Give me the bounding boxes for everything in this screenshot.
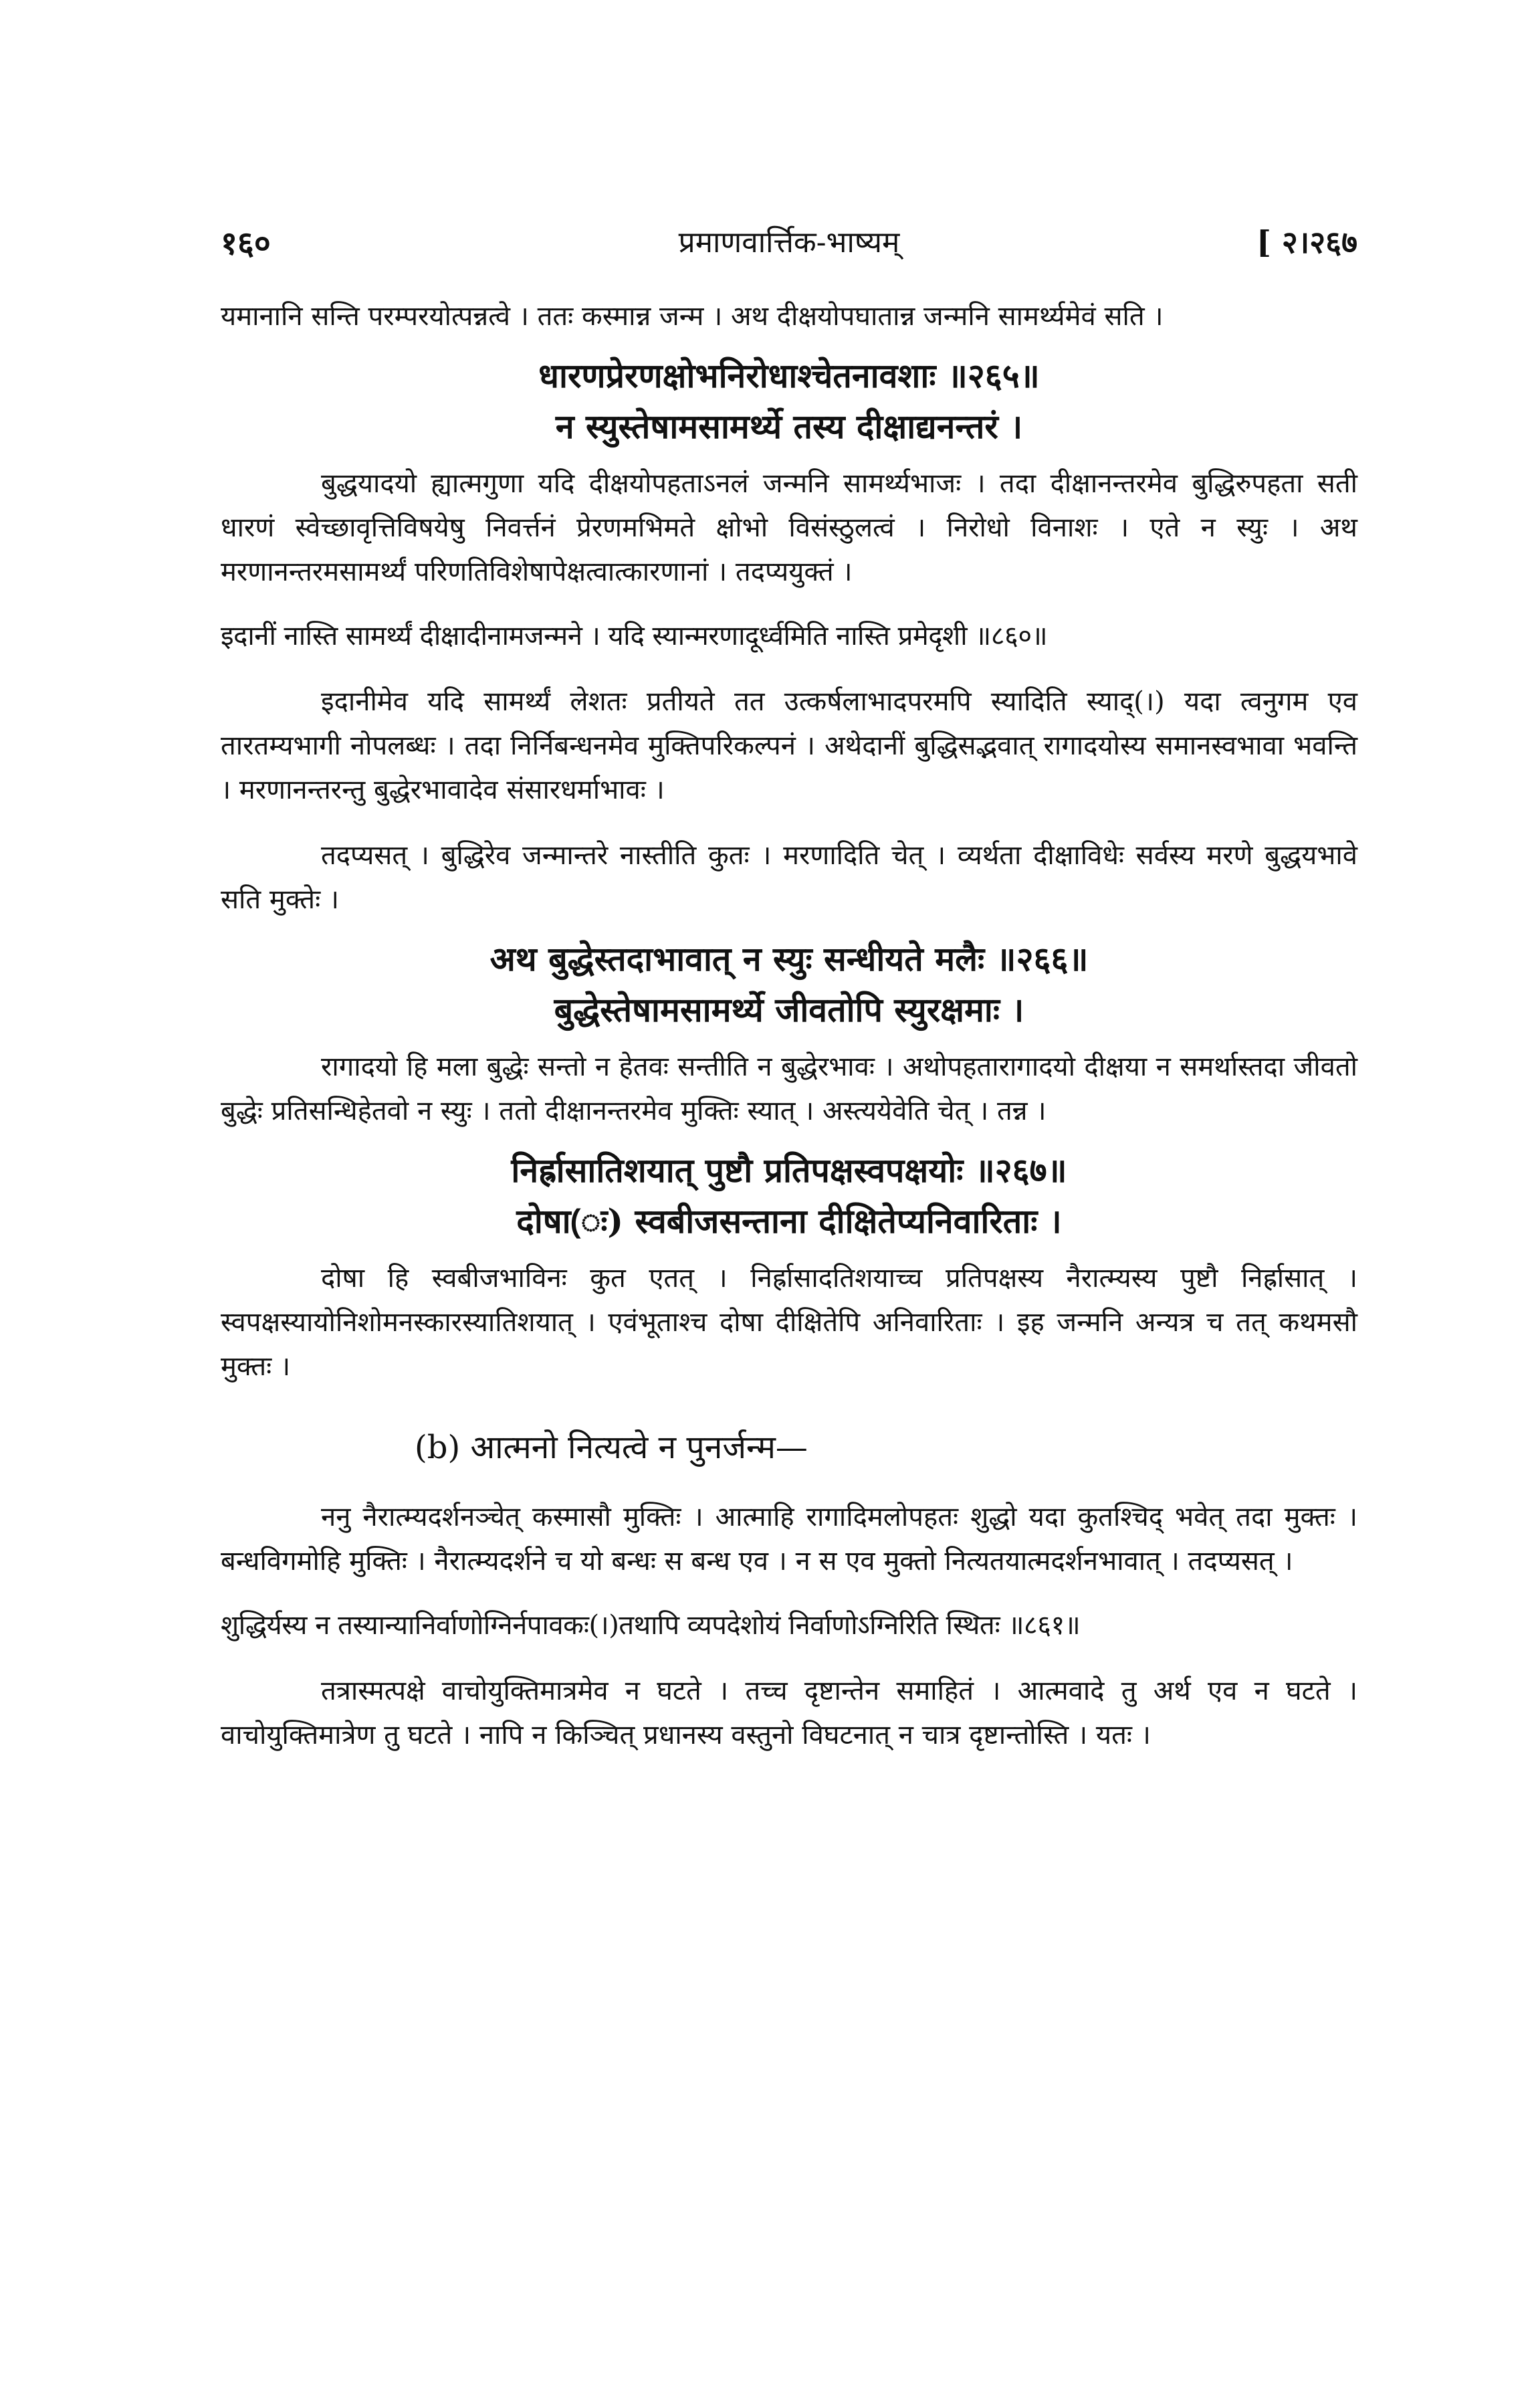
verse-line: दोषा(ः) स्वबीजसन्ताना दीक्षितेप्यनिवारिताः ।: [516, 1201, 1062, 1241]
paragraph: दोषा हि स्वबीजभाविनः कुत एतत् । निर्ह्रासादतिशयाच्च प्रतिपक्षस्य नैरात्म्यस्य पुष्टौ निर्ह्रासात् । स्वपक्षस्यायोनिशोमनस्कारस्यातिशयात् । एवंभूताश्च दोषा दीक्षितेपि अनिवारिताः । इह जन्मनि अन्यत्र च तत् कथमसौ मुक्तः ।: [221, 1263, 1357, 1382]
verse-line: बुद्धेस्तेषामसामर्थ्ये जीवतोपि स्युरक्षमाः ।: [554, 990, 1024, 1029]
paragraph: तत्रास्मत्पक्षे वाचोयुक्तिमात्रमेव न घटते । तच्च दृष्टान्तेन समाहितं । आत्मवादे तु अर्थ एव न घटते । वाचोयुक्तिमात्रेण तु घटते । नापि न किञ्चित् प्रधानस्य वस्तुनो विघटनात् न चात्र दृष्टान्तोस्ति । यतः ।: [221, 1676, 1357, 1750]
paragraph: यमानानि सन्ति परम्परयोत्पन्नत्वे । ततः कस्मान्न जन्म । अथ दीक्षयोपघातान्न जन्मनि सामर्थ्यमेवं सति ।: [221, 301, 1164, 332]
karika-860: इदानीं नास्ति सामर्थ्यं दीक्षादीनामजन्मने । यदि स्यान्मरणादूर्ध्वमिति नास्ति प्रमेदृशी ॥८६०॥: [221, 621, 1048, 651]
verse-266: [221, 934, 1357, 1035]
verse-line: निर्ह्रासातिशयात् पुष्टौ प्रतिपक्षस्वपक्षयोः ॥२६७॥: [511, 1150, 1067, 1190]
verse-265: [221, 350, 1357, 452]
paragraph: ननु नैरात्म्यदर्शनञ्चेत् कस्मासौ मुक्तिः । आत्माहि रागादिमलोपहतः शुद्धो यदा कुतश्चिद् भवेत् तदा मुक्तः । बन्धविगमोहि मुक्तिः । नैरात्म्यदर्शने च यो बन्धः स बन्ध एव । न स एव मुक्तो नित्यतयात्मदर्शनभावात् । तदप्यसत् ।: [221, 1502, 1357, 1577]
verse-line: धारणप्रेरणक्षोभनिरोधाश्चेतनावशाः ॥२६५॥: [538, 356, 1040, 395]
page-header: [221, 221, 1357, 268]
section-reference: [ २।२६७: [1256, 224, 1357, 260]
karika-861: शुद्धिर्यस्य न तस्यान्यानिर्वाणोग्निर्नपावकः(।)तथापि व्यपदेशोयं निर्वाणोऽग्निरिति स्थितः ॥८६१॥: [221, 1610, 1081, 1641]
paragraph: तदप्यसत् । बुद्धिरेव जन्मान्तरे नास्तीति कुतः । मरणादिति चेत् । व्यर्थता दीक्षाविधेः सर्वस्य मरणे बुद्धयभावे सति मुक्तेः ।: [221, 840, 1357, 915]
section-subheading: (b) आत्मनो नित्यत्वे न पुनर्जन्म—: [415, 1429, 808, 1466]
page-number: १६०: [221, 225, 271, 262]
verse-line: अथ बुद्धेस्तदाभावात् न स्युः सन्धीयते मलैः ॥२६६॥: [489, 939, 1089, 979]
paragraph: बुद्धयादयो ह्यात्मगुणा यदि दीक्षयोपहताऽनलं जन्मनि सामर्थ्यभाजः । तदा दीक्षानन्तरमेव बुद्धिरुपहता सती धारणं स्वेच्छावृत्तिविषयेषु निवर्त्तनं प्रेरणमभिमते क्षोभो विसंस्ठुलत्वं । निरोधो विनाशः । एते न स्युः । अथ मरणानन्तरमसामर्थ्यं परिणतिविशेषापेक्षत्वात्कारणानां । तदप्ययुक्तं ।: [221, 468, 1357, 587]
paragraph: रागादयो हि मला बुद्धेः सन्तो न हेतवः सन्तीति न बुद्धेरभावः । अथोपहतारागादयो दीक्षया न समर्थास्तदा जीवतो बुद्धेः प्रतिसन्धिहेतवो न स्युः । ततो दीक्षानन्तरमेव मुक्तिः स्यात् । अस्त्ययेवेति चेत् । तन्न ।: [221, 1051, 1357, 1126]
page-body: [221, 294, 1357, 1757]
verse-line: न स्युस्तेषामसामर्थ्ये तस्य दीक्षाद्यनन्तरं ।: [555, 407, 1023, 446]
verse-267: [221, 1145, 1357, 1247]
paragraph: इदानीमेव यदि सामर्थ्यं लेशतः प्रतीयते तत उत्कर्षलाभादपरमपि स्यादिति स्याद्(।) यदा त्वनुगम एव तारतम्यभागी नोपलब्धः । तदा निर्निबन्धनमेव मुक्तिपरिकल्पनं । अथेदानीं बुद्धिसद्भवात् रागादयोस्य समानस्वभावा भवन्ति । मरणानन्तरन्तु बुद्धेरभावादेव संसारधर्माभावः ।: [221, 686, 1357, 805]
running-title: प्रमाणवार्त्तिक-भाष्यम्: [678, 225, 900, 260]
